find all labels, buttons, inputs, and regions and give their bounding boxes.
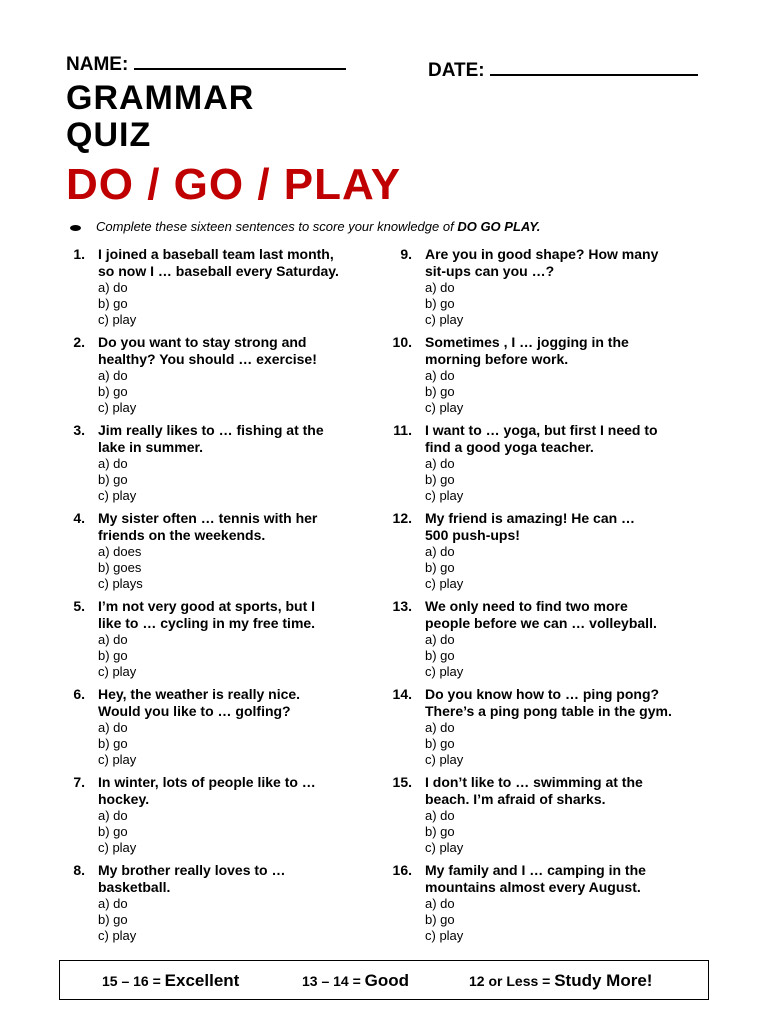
name-underline bbox=[134, 52, 346, 70]
question-text: like to … cycling in my free time. bbox=[98, 615, 316, 631]
question-10 bbox=[392, 334, 725, 416]
question-number: 12. bbox=[392, 510, 412, 526]
question-3 bbox=[73, 422, 398, 504]
score-box bbox=[59, 960, 709, 1000]
question-9 bbox=[400, 246, 725, 328]
answer-option[interactable]: a) do bbox=[425, 896, 455, 911]
date-field[interactable] bbox=[428, 58, 698, 82]
answer-option[interactable]: c) plays bbox=[98, 576, 143, 591]
answer-option[interactable]: c) play bbox=[425, 400, 464, 415]
question-text: In winter, lots of people like to … bbox=[98, 774, 316, 790]
question-8 bbox=[73, 862, 398, 944]
score-range: 15 – 16 = bbox=[102, 973, 165, 989]
page-title bbox=[66, 80, 254, 154]
question-text: My friend is amazing! He can … bbox=[425, 510, 636, 526]
question-text: My family and I … camping in the bbox=[425, 862, 646, 878]
question-text: so now I … baseball every Saturday. bbox=[98, 263, 339, 279]
score-label: Excellent bbox=[164, 971, 240, 990]
question-number: 15. bbox=[392, 774, 412, 790]
question-text: Do you know how to … ping pong? bbox=[425, 686, 660, 702]
answer-option[interactable]: b) go bbox=[98, 736, 128, 751]
title-line-2: QUIZ bbox=[66, 116, 152, 154]
instructions-emphasis: DO GO PLAY. bbox=[457, 219, 541, 234]
question-number: 7. bbox=[73, 774, 85, 790]
answer-option[interactable]: b) go bbox=[425, 736, 455, 751]
question-number: 8. bbox=[73, 862, 85, 878]
answer-option[interactable]: a) do bbox=[425, 632, 455, 647]
page-subtitle: DO / GO / PLAY bbox=[66, 160, 402, 209]
question-text: find a good yoga teacher. bbox=[425, 439, 594, 455]
question-15 bbox=[392, 774, 725, 856]
question-12 bbox=[392, 510, 725, 592]
answer-option[interactable]: c) play bbox=[425, 576, 464, 591]
question-number: 13. bbox=[392, 598, 412, 614]
answer-option[interactable]: c) play bbox=[425, 488, 464, 503]
question-7 bbox=[73, 774, 398, 856]
answer-option[interactable]: c) play bbox=[98, 312, 137, 327]
answer-option[interactable]: a) do bbox=[98, 720, 128, 735]
question-number: 11. bbox=[393, 422, 412, 438]
answer-option[interactable]: c) play bbox=[98, 840, 137, 855]
question-text: Would you like to … golfing? bbox=[98, 703, 291, 719]
answer-option[interactable]: a) do bbox=[425, 368, 455, 383]
score-label: Good bbox=[364, 971, 410, 990]
score-study-more bbox=[469, 971, 652, 991]
answer-option[interactable]: a) do bbox=[98, 896, 128, 911]
instructions bbox=[70, 219, 540, 234]
answer-option[interactable]: b) go bbox=[425, 912, 455, 927]
answer-option[interactable]: c) play bbox=[425, 664, 464, 679]
question-text: I don’t like to … swimming at the bbox=[425, 774, 643, 790]
question-14 bbox=[392, 686, 725, 768]
answer-option[interactable]: b) go bbox=[98, 296, 128, 311]
answer-option[interactable]: c) play bbox=[98, 664, 137, 679]
question-11 bbox=[393, 422, 725, 504]
question-text: people before we can … volleyball. bbox=[425, 615, 657, 631]
question-text: Are you in good shape? How many bbox=[425, 246, 659, 262]
question-6 bbox=[73, 686, 398, 768]
question-16 bbox=[392, 862, 725, 944]
question-text: We only need to find two more bbox=[425, 598, 628, 614]
question-text: I’m not very good at sports, but I bbox=[98, 598, 316, 614]
answer-option[interactable]: b) go bbox=[425, 296, 455, 311]
answer-option[interactable]: a) do bbox=[425, 720, 455, 735]
question-number: 10. bbox=[392, 334, 412, 350]
question-text: Do you want to stay strong and bbox=[98, 334, 307, 350]
question-number: 3. bbox=[73, 422, 85, 438]
answer-option[interactable]: b) go bbox=[425, 472, 455, 487]
answer-option[interactable]: b) go bbox=[98, 472, 128, 487]
question-text: basketball. bbox=[98, 879, 171, 895]
question-number: 6. bbox=[73, 686, 85, 702]
answer-option[interactable]: c) play bbox=[98, 488, 137, 503]
answer-option[interactable]: c) play bbox=[425, 840, 464, 855]
score-label: Study More! bbox=[554, 971, 653, 990]
question-text: Sometimes , I … jogging in the bbox=[425, 334, 629, 350]
answer-option[interactable]: a) do bbox=[98, 368, 128, 383]
question-text: healthy? You should … exercise! bbox=[98, 351, 317, 367]
name-label: NAME: bbox=[66, 54, 129, 75]
question-text: I want to … yoga, but first I need to bbox=[425, 422, 658, 438]
answer-option[interactable]: c) play bbox=[98, 400, 137, 415]
answer-option[interactable]: a) do bbox=[98, 280, 128, 295]
question-text: My sister often … tennis with her bbox=[98, 510, 318, 526]
answer-option[interactable]: b) go bbox=[98, 384, 128, 399]
question-number: 14. bbox=[392, 686, 412, 702]
answer-option[interactable]: b) goes bbox=[98, 560, 142, 575]
score-good bbox=[302, 971, 409, 991]
answer-option[interactable]: a) do bbox=[425, 456, 455, 471]
score-range: 13 – 14 = bbox=[302, 973, 365, 989]
date-label: DATE: bbox=[428, 60, 485, 81]
question-text: Hey, the weather is really nice. bbox=[98, 686, 301, 702]
question-text: lake in summer. bbox=[98, 439, 204, 455]
question-1 bbox=[73, 246, 398, 328]
answer-option[interactable]: c) play bbox=[98, 928, 137, 943]
question-5 bbox=[73, 598, 398, 680]
instructions-text: Complete these sixteen sentences to score your knowledge of bbox=[96, 219, 458, 234]
date-underline bbox=[490, 58, 698, 76]
question-13 bbox=[392, 598, 725, 680]
answer-option[interactable]: a) do bbox=[98, 456, 128, 471]
answer-option[interactable]: a) do bbox=[425, 280, 455, 295]
answer-option[interactable]: b) go bbox=[425, 560, 455, 575]
score-range: 12 or Less = bbox=[469, 973, 555, 989]
title-line-1: GRAMMAR bbox=[66, 79, 255, 117]
question-text: Jim really likes to … fishing at the bbox=[98, 422, 324, 438]
bullet-icon bbox=[70, 225, 81, 231]
answer-option[interactable]: a) do bbox=[425, 544, 455, 559]
answer-option[interactable]: b) go bbox=[425, 648, 455, 663]
question-number: 16. bbox=[392, 862, 412, 878]
question-4 bbox=[73, 510, 398, 592]
question-number: 1. bbox=[73, 246, 85, 262]
answer-option[interactable]: a) does bbox=[98, 544, 142, 559]
question-text: I joined a baseball team last month, bbox=[98, 246, 334, 262]
answer-option[interactable]: c) play bbox=[98, 752, 137, 767]
name-field[interactable] bbox=[66, 52, 346, 76]
answer-option[interactable]: a) do bbox=[98, 808, 128, 823]
question-2 bbox=[73, 334, 398, 416]
question-text: morning before work. bbox=[425, 351, 569, 367]
question-number: 4. bbox=[73, 510, 85, 526]
question-text: sit-ups can you …? bbox=[425, 263, 555, 279]
question-text: My brother really loves to … bbox=[98, 862, 286, 878]
answer-option[interactable]: c) play bbox=[425, 928, 464, 943]
question-number: 5. bbox=[73, 598, 85, 614]
question-number: 2. bbox=[73, 334, 85, 350]
question-text: There’s a ping pong table in the gym. bbox=[425, 703, 672, 719]
answer-option[interactable]: c) play bbox=[425, 312, 464, 327]
question-text: beach. I’m afraid of sharks. bbox=[425, 791, 606, 807]
answer-option[interactable]: b) go bbox=[425, 824, 455, 839]
answer-option[interactable]: c) play bbox=[425, 752, 464, 767]
answer-option[interactable]: b) go bbox=[98, 824, 128, 839]
score-excellent bbox=[102, 971, 239, 991]
question-text: hockey. bbox=[98, 791, 150, 807]
answer-option[interactable]: b) go bbox=[425, 384, 455, 399]
question-text: 500 push-ups! bbox=[425, 527, 520, 543]
question-text: mountains almost every August. bbox=[425, 879, 641, 895]
answer-option[interactable]: a) do bbox=[98, 632, 128, 647]
answer-option[interactable]: a) do bbox=[425, 808, 455, 823]
question-text: friends on the weekends. bbox=[98, 527, 266, 543]
answer-option[interactable]: b) go bbox=[98, 912, 128, 927]
answer-option[interactable]: b) go bbox=[98, 648, 128, 663]
question-number: 9. bbox=[400, 246, 412, 262]
